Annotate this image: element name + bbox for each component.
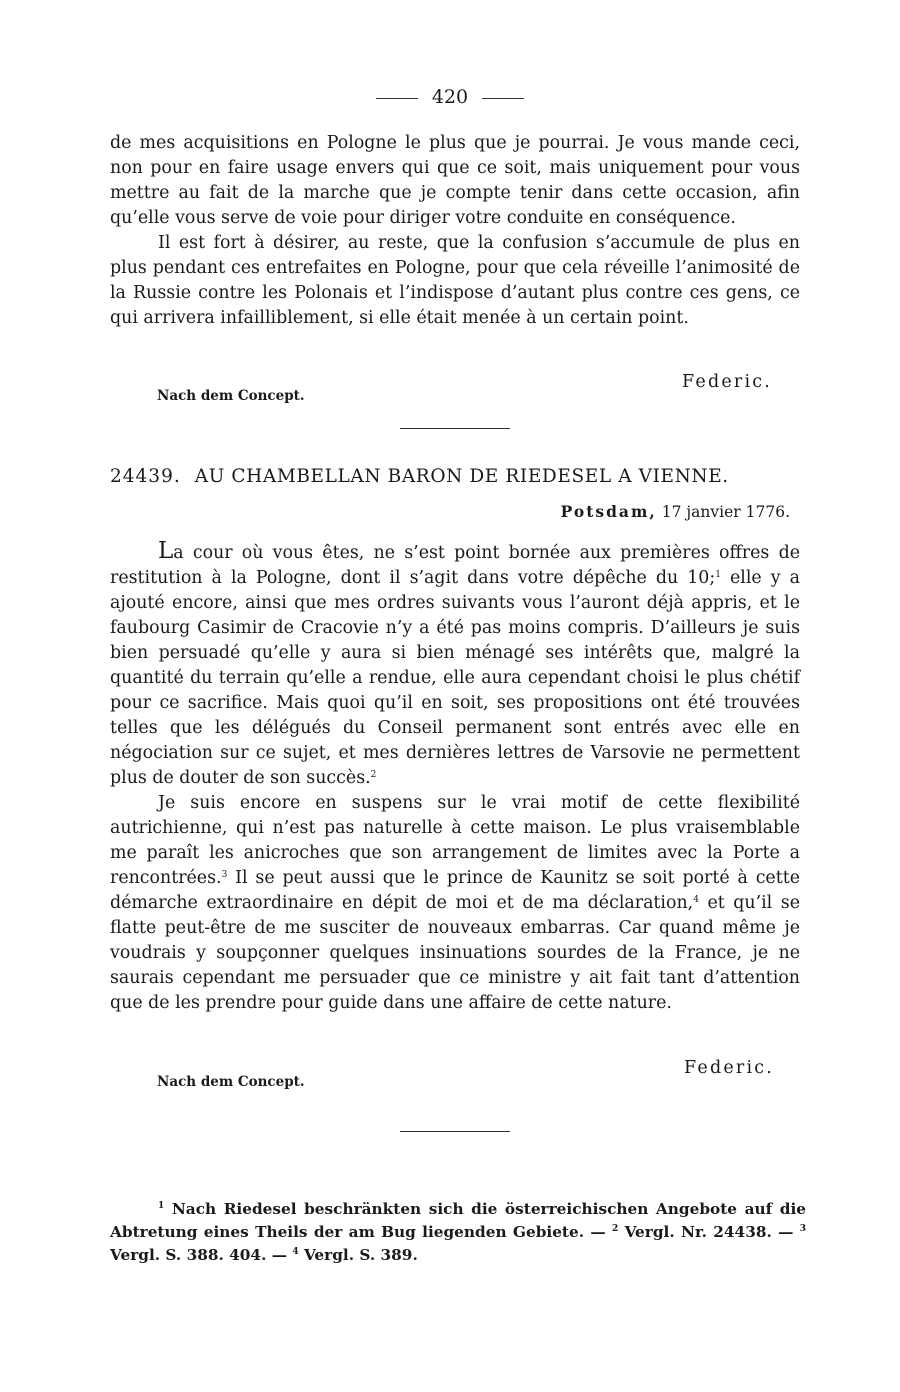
footnote-ref-4: 4 xyxy=(693,895,699,905)
footnote-1: Nach Riedesel beschränkten sich die österreichischen Angebote auf die Abtretung eines Theils der am Bug liegenden Gebiete. — xyxy=(110,1200,806,1241)
page-number-rule-right xyxy=(482,98,524,99)
footnote-marker-2: 2 xyxy=(612,1224,619,1234)
letter-body xyxy=(110,539,800,1016)
page-number xyxy=(0,86,900,108)
dateline xyxy=(561,502,790,521)
source-note-2: Nach dem Concept. xyxy=(157,1074,305,1090)
page-number-rule-left xyxy=(376,98,418,99)
signature-2: Federic. xyxy=(684,1058,775,1078)
footnote-ref-3: 3 xyxy=(221,870,228,880)
letter-paragraph-2 xyxy=(110,791,800,1016)
letter-paragraph-2-b: Il se peut aussi que le prince de Kaunitz se soit porté à cette démarche extraordinaire en dépit de moi et de ma déclaration, xyxy=(110,868,800,913)
continued-letter-text xyxy=(110,131,800,331)
footnote-3: Vergl. S. 388. 404. — xyxy=(110,1246,293,1264)
letter-paragraph-2-c: et qu’il se flatte peut-être de me susciter de nouveaux embarras. Car quand même je voudrais y soupçonner quelques insinuations sourdes de la France, je ne saurais cependant me persuader que ce ministre y ait fait tant d’attention que de les prendre pour guide dans une affaire de cette nature. xyxy=(110,893,800,1013)
footnote-divider xyxy=(400,1131,510,1132)
signature-1: Federic. xyxy=(682,372,773,392)
footnote-ref-2: 2 xyxy=(370,770,377,780)
letter-paragraph-1-a: a cour où vous êtes, ne s’est point bornée aux premières offres de restitution à la Pologne, dont il s’agit dans votre dépêche du 10; xyxy=(110,543,800,588)
section-divider xyxy=(400,428,510,429)
dateline-place: Potsdam, xyxy=(560,502,657,521)
page-number-text: 420 xyxy=(431,86,469,108)
footnote-4: Vergl. S. 389. xyxy=(298,1246,418,1264)
footnote-marker-1: 1 xyxy=(158,1201,165,1211)
letter-header xyxy=(110,466,810,487)
footnote-marker-3: 3 xyxy=(799,1224,806,1234)
source-note-1: Nach dem Concept. xyxy=(157,388,305,404)
footnote-text xyxy=(110,1198,806,1267)
footnote-marker-4: 4 xyxy=(292,1247,299,1257)
drop-initial: L xyxy=(158,538,174,564)
letter-paragraph-1 xyxy=(110,539,800,791)
footnotes xyxy=(110,1198,806,1267)
continued-paragraph-2: Il est fort à désirer, au reste, que la confusion s’accumule de plus en plus pendant ces entrefaites en Pologne, pour que cela réveille l’animosité de la Russie contre les Polonais et l’indispose d’autant plus contre ces gens, ce qui arrivera infailliblement, si elle était menée à un certain point. xyxy=(110,233,800,328)
letter-paragraph-1-b: elle y a ajouté encore, ainsi que mes ordres suivants vous l’auront déjà appris, et le faubourg Casimir de Cracovie n’y a été pas moins compris. D’ailleurs je suis bien persuadé qu’elle y aura si bien ménagé ses intérêts que, malgré la quantité du terrain qu’elle a rendue, elle aura cependant choisi le plus chétif pour ce sacrifice. Mais quoi qu’il en soit, ses propositions ont été trouvées telles que les délégués du Conseil permanent sont entrés avec elle en négociation sur ce sujet, et mes dernières lettres de Varsovie ne permettent plus de douter de son succès. xyxy=(110,568,800,788)
footnote-2: Vergl. Nr. 24438. — xyxy=(618,1223,800,1241)
letter-number: 24439. xyxy=(110,466,181,487)
letter-title: AU CHAMBELLAN BARON DE RIEDESEL A VIENNE. xyxy=(194,466,729,487)
letter-paragraph-2-a: Je suis encore en suspens sur le vrai motif de cette flexibilité autrichienne, qui n’est pas naturelle à cette maison. Le plus vraisemblable me paraît les anicroches que son arrangement de limites avec la Porte a rencontrées. xyxy=(110,793,800,888)
footnote-ref-1: 1 xyxy=(715,570,721,580)
dateline-date: 17 janvier 1776. xyxy=(661,503,790,521)
continued-paragraph-1: de mes acquisitions en Pologne le plus que je pourrai. Je vous mande ceci, non pour en faire usage envers qui que ce soit, mais uniquement pour vous mettre au fait de la marche que je compte tenir dans cette occasion, afin qu’elle vous serve de voie pour diriger votre conduite en conséquence. xyxy=(110,133,800,228)
